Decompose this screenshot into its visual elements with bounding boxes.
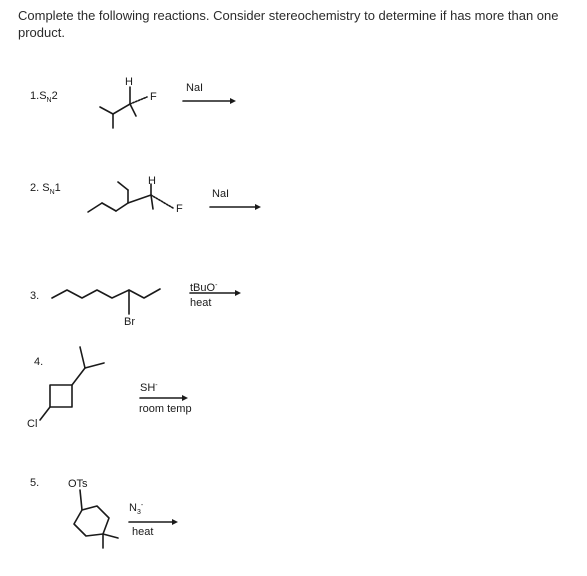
reaction-5-reagent: $N_3^-$ — [129, 502, 144, 516]
reaction-1-atom-f: F — [150, 91, 157, 103]
reaction-1-molecule — [100, 87, 147, 128]
reaction-2-label: 2. $S_N1$ — [30, 182, 61, 196]
reaction-3-label: 3. — [30, 290, 40, 302]
reaction-4-condition: room temp — [139, 403, 192, 415]
reaction-5-condition: heat — [132, 526, 154, 538]
reaction-3-molecule — [52, 289, 160, 314]
reaction-4-atom-cl: Cl — [27, 418, 38, 430]
reaction-5-molecule — [74, 490, 118, 548]
reaction-4-molecule — [40, 347, 104, 420]
reaction-4-reagent: SH- — [140, 382, 158, 394]
reaction-2-reagent: NaI — [212, 188, 230, 200]
reaction-1-reagent: NaI — [186, 82, 204, 94]
reaction-2-molecule — [88, 182, 173, 212]
reaction-2-atom-f: F — [176, 203, 183, 215]
reaction-1-atom-h: H — [125, 76, 133, 88]
reaction-5-label: 5. — [30, 477, 40, 489]
reaction-3-condition: heat — [190, 297, 212, 309]
reaction-1-label: $1.S_N2$ — [30, 90, 58, 104]
reaction-3-atom-br: Br — [124, 316, 135, 328]
reaction-2-atom-h: H — [148, 175, 156, 187]
reaction-3-reagent: tBuO- — [190, 282, 218, 294]
instructions-text: Complete the following reactions. Consider stereochemistry to determine if has more than one product. — [18, 8, 559, 40]
reaction-5-atom-ots: OTs — [68, 478, 88, 490]
reaction-4-label: 4. — [34, 356, 44, 368]
